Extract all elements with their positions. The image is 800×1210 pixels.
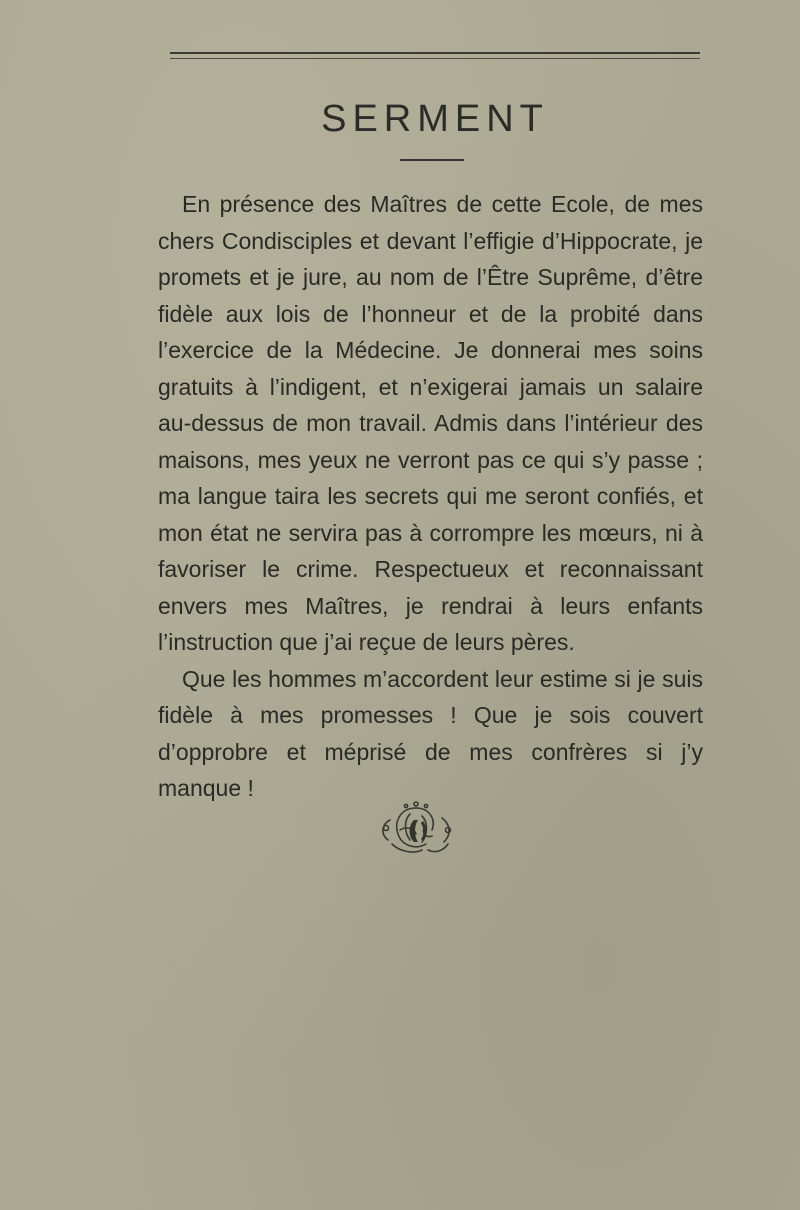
oath-paragraph-1: En présence des Maîtres de cette Ecole, de mes chers Condisciples et devant l’effigie d’Hippocrate, je promets et je jure, au nom de l’Être Suprême, d’être fidèle aux lois de l’honneur et de la probité dans l’exercice de la Médecine. Je donnerai mes soins gratuits à l’indigent, et n’exigerai jamais un salaire au-dessus de mon travail. Admis dans l’intérieur des maisons, mes yeux ne verront pas ce qui s’y passe ; ma langue taira les secrets qui me seront confiés, et mon état ne servira pas à corrompre les mœurs, ni à favoriser le crime. Respectueux et reconnaissant envers mes Maîtres, je rendrai à leurs enfants l’instruction que j’ai reçue de leurs pères. <box>158 191 703 655</box>
page-title: SERMENT <box>321 98 549 140</box>
top-thin-rule <box>170 58 700 59</box>
oath-paragraph-2: Que les hommes m’accordent leur estime si je suis fidèle à mes promesses ! Que je sois couvert d’opprobre et méprisé de mes confrères si j’y manque ! <box>158 665 703 801</box>
title-divider <box>400 159 464 161</box>
top-double-rule <box>170 52 700 54</box>
floral-ornament-icon <box>370 800 462 860</box>
oath-text <box>158 186 703 807</box>
